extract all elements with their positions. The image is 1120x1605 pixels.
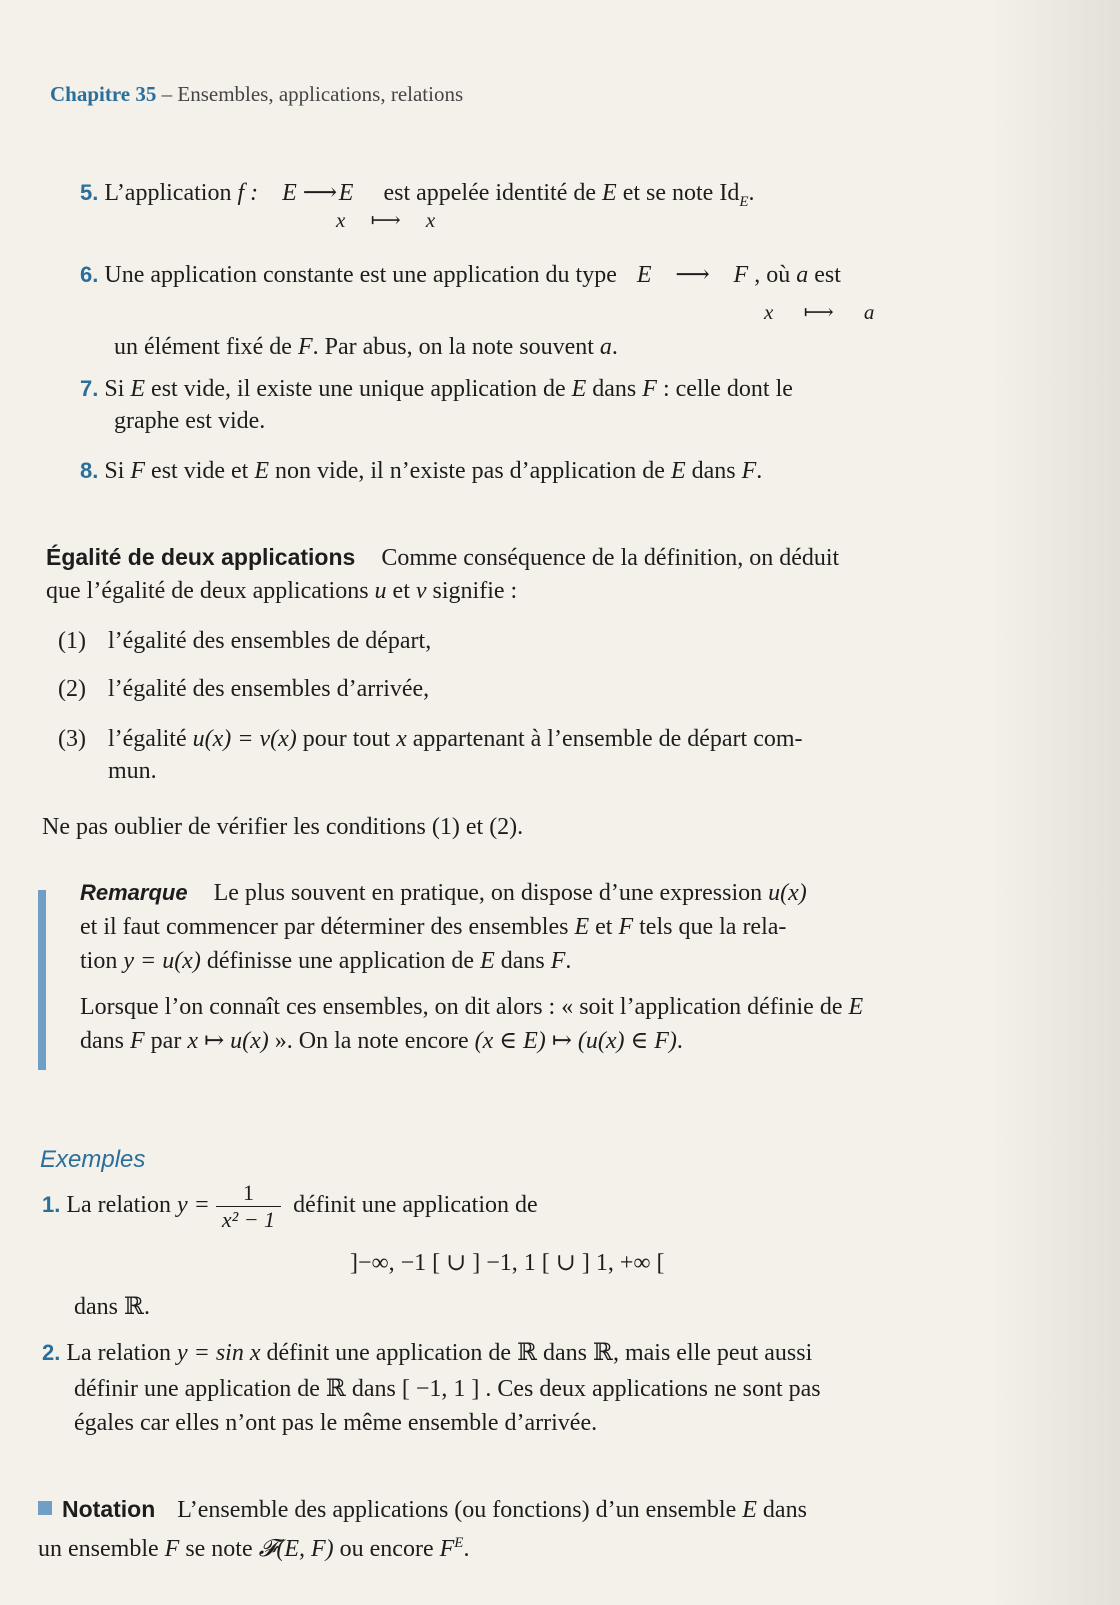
item-7 xyxy=(80,372,1020,406)
math: a xyxy=(863,300,875,324)
remark-text: tion xyxy=(80,948,118,974)
item-number: 5. xyxy=(80,180,99,205)
remark-text: . xyxy=(676,1028,683,1054)
example-text: définit une application de ℝ dans ℝ, mais elle peut aussi xyxy=(266,1340,813,1366)
math: E xyxy=(670,458,686,484)
notation-line-1 xyxy=(38,1492,807,1527)
notation-label: Notation xyxy=(62,1496,156,1522)
paragraph-text: que l’égalité de deux applications xyxy=(46,578,369,604)
paragraph-text: Comme conséquence de la définition, on déduit xyxy=(381,545,840,571)
example-2-line-3: égales car elles n’ont pas le même ensemble d’arrivée. xyxy=(74,1410,598,1436)
remark-text: Lorsque l’on connaît ces ensembles, on dit alors : « soit l’application définie de xyxy=(80,994,843,1020)
remark-text: tels que la rela- xyxy=(639,914,787,940)
chapter-label: Chapitre 35 xyxy=(50,82,157,106)
item-text: . Par abus, on la note souvent xyxy=(312,334,594,360)
math: x xyxy=(396,726,407,752)
math: u(x) xyxy=(768,880,807,906)
arrow: ⟶ xyxy=(675,262,710,288)
notation-line-2 xyxy=(38,1526,469,1566)
remark-text: par xyxy=(150,1028,182,1054)
remark-bar xyxy=(38,890,46,1070)
numerator: 1 xyxy=(216,1180,281,1207)
notation-text: L’ensemble des applications (ou fonctions) d’un ensemble xyxy=(177,1497,737,1523)
math: F xyxy=(130,458,146,484)
math: x ↦ u(x) xyxy=(187,1028,269,1054)
egalite-heading: Égalité de deux applications xyxy=(46,544,356,570)
condition-text: appartenant à l’ensemble de départ com- xyxy=(412,726,803,752)
notation-text: ou encore xyxy=(339,1536,434,1562)
remark-line-4 xyxy=(80,990,863,1024)
math: f : xyxy=(237,180,259,206)
item-text: est vide et xyxy=(151,458,249,484)
remark-line-1 xyxy=(80,876,807,910)
item-number: 2. xyxy=(42,1340,61,1365)
item-text: Si xyxy=(104,458,125,484)
math: E xyxy=(739,193,749,210)
condition-text: l’égalité xyxy=(107,726,187,752)
egalite-line-2 xyxy=(46,574,517,608)
remark-text: et il faut commencer par déterminer des ensembles xyxy=(80,914,569,940)
remark-line-2 xyxy=(80,910,786,944)
condition-number: (1) xyxy=(58,628,86,654)
egalite-paragraph xyxy=(46,540,839,575)
item-text: un élément fixé de xyxy=(114,334,292,360)
condition-3-line-2: mun. xyxy=(108,758,157,784)
notation-text: un ensemble xyxy=(38,1536,159,1562)
example-text: La relation xyxy=(66,1192,171,1219)
item-text: et se note Id xyxy=(622,180,740,206)
notation-text: se note xyxy=(185,1536,253,1562)
item-number: 8. xyxy=(80,458,99,483)
item-text: Si xyxy=(104,376,125,402)
math: u xyxy=(374,578,387,604)
denominator: x² − 1 xyxy=(221,1207,276,1232)
example-text: définit une application de xyxy=(293,1192,538,1219)
item-number: 7. xyxy=(80,376,99,401)
item-6 xyxy=(80,258,1040,292)
item-text: L’application xyxy=(104,180,232,206)
paragraph-text: et xyxy=(392,578,410,604)
math: F xyxy=(741,458,757,484)
math: E xyxy=(454,1535,464,1551)
remark-text: définisse une application de xyxy=(206,948,475,974)
paragraph-text: signifie : xyxy=(432,578,518,604)
item-text: non vide, il n’existe pas d’application de xyxy=(275,458,665,484)
item-text: . xyxy=(611,334,618,360)
page-edge-shadow xyxy=(990,0,1120,1605)
item-number: 6. xyxy=(80,262,99,287)
item-number: 1. xyxy=(42,1192,61,1218)
math: 𝓕(E, F) xyxy=(258,1536,334,1562)
arrow: ⟶ xyxy=(302,180,338,206)
math: F xyxy=(439,1536,455,1562)
math: v xyxy=(415,578,427,604)
condition-text: pour tout xyxy=(302,726,391,752)
item-8 xyxy=(80,454,762,488)
condition-number: (3) xyxy=(58,726,86,752)
math: F xyxy=(618,914,634,940)
notation-text: dans xyxy=(762,1497,807,1523)
math: E xyxy=(742,1497,757,1523)
item-text: dans xyxy=(691,458,736,484)
math: E xyxy=(571,376,587,402)
chapter-title: – Ensembles, applications, relations xyxy=(161,82,464,106)
item-text: . xyxy=(756,458,763,484)
math: F xyxy=(550,948,566,974)
math: E xyxy=(338,180,354,206)
item-6-line-2 xyxy=(114,330,618,364)
math: y = xyxy=(176,1192,210,1219)
notation-square-icon xyxy=(38,1501,52,1515)
math: F xyxy=(733,262,749,288)
example-2-line-2: définir une application de ℝ dans [ −1, 1 ] . Ces deux applications ne sont pas xyxy=(74,1376,821,1402)
item-text: : celle dont le xyxy=(662,376,793,402)
math: u(x) = v(x) xyxy=(192,726,297,752)
remark-text: dans xyxy=(500,948,545,974)
remark-text: Le plus souvent en pratique, on dispose d’une expression xyxy=(213,880,763,906)
math: E xyxy=(574,914,590,940)
remark-text: . xyxy=(565,948,572,974)
item-text: dans xyxy=(592,376,637,402)
example-1 xyxy=(42,1180,538,1233)
math: x xyxy=(425,208,436,232)
condition-3 xyxy=(58,722,803,756)
condition-text: l’égalité des ensembles de départ, xyxy=(107,628,432,654)
example-1-set: ]−∞, −1 [ ∪ ] −1, 1 [ ∪ ] 1, +∞ [ xyxy=(350,1250,665,1276)
arrow: ⟼ xyxy=(803,300,834,324)
math: E xyxy=(254,458,270,484)
example-2 xyxy=(42,1336,812,1370)
item-text: est appelée identité de xyxy=(383,180,597,206)
math: E xyxy=(602,180,617,206)
condition-number: (2) xyxy=(58,676,86,702)
remark-label: Remarque xyxy=(80,880,188,905)
fraction xyxy=(216,1180,281,1233)
item-text: Une application constante est une application du type xyxy=(104,262,617,288)
math: F xyxy=(297,334,313,360)
math: x xyxy=(336,208,346,232)
item-5-map-bottom xyxy=(336,208,435,233)
math: (x ∈ E) ↦ (u(x) ∈ F) xyxy=(474,1028,677,1054)
item-text: est xyxy=(814,262,841,288)
math: a xyxy=(599,334,612,360)
notation-text: . xyxy=(463,1536,470,1562)
remark-text: ». On la note encore xyxy=(274,1028,469,1054)
reminder-note: Ne pas oublier de vérifier les conditions (1) et (2). xyxy=(42,814,524,840)
math: F xyxy=(130,1028,145,1054)
math: E xyxy=(130,376,146,402)
math: y = u(x) xyxy=(123,948,201,974)
math: E xyxy=(480,948,495,974)
math: E xyxy=(848,994,864,1020)
item-text: . xyxy=(748,180,755,206)
remark-line-3 xyxy=(80,944,571,978)
remark-text: dans xyxy=(80,1028,124,1054)
remark-text: et xyxy=(595,914,613,940)
item-7-line-2: graphe est vide. xyxy=(114,408,266,434)
item-text: , où xyxy=(754,262,791,288)
math: x xyxy=(764,300,774,324)
condition-text: l’égalité des ensembles d’arrivée, xyxy=(107,676,430,702)
condition-1 xyxy=(58,624,431,658)
example-text: La relation xyxy=(66,1340,171,1366)
remark-line-5 xyxy=(80,1024,683,1058)
math: E xyxy=(636,262,652,288)
math: F xyxy=(164,1536,180,1562)
examples-heading: Exemples xyxy=(40,1146,146,1173)
math: E xyxy=(282,180,297,206)
math: F xyxy=(642,376,657,402)
running-header xyxy=(50,82,463,107)
item-5 xyxy=(80,176,1040,219)
condition-2 xyxy=(58,672,429,706)
item-text: est vide, il existe une unique application de xyxy=(151,376,566,402)
math: a xyxy=(796,262,809,288)
item-6-map-bottom xyxy=(764,300,874,325)
example-1-end: dans ℝ. xyxy=(74,1294,150,1320)
arrow: ⟼ xyxy=(370,208,401,232)
math: y = sin x xyxy=(176,1340,261,1366)
